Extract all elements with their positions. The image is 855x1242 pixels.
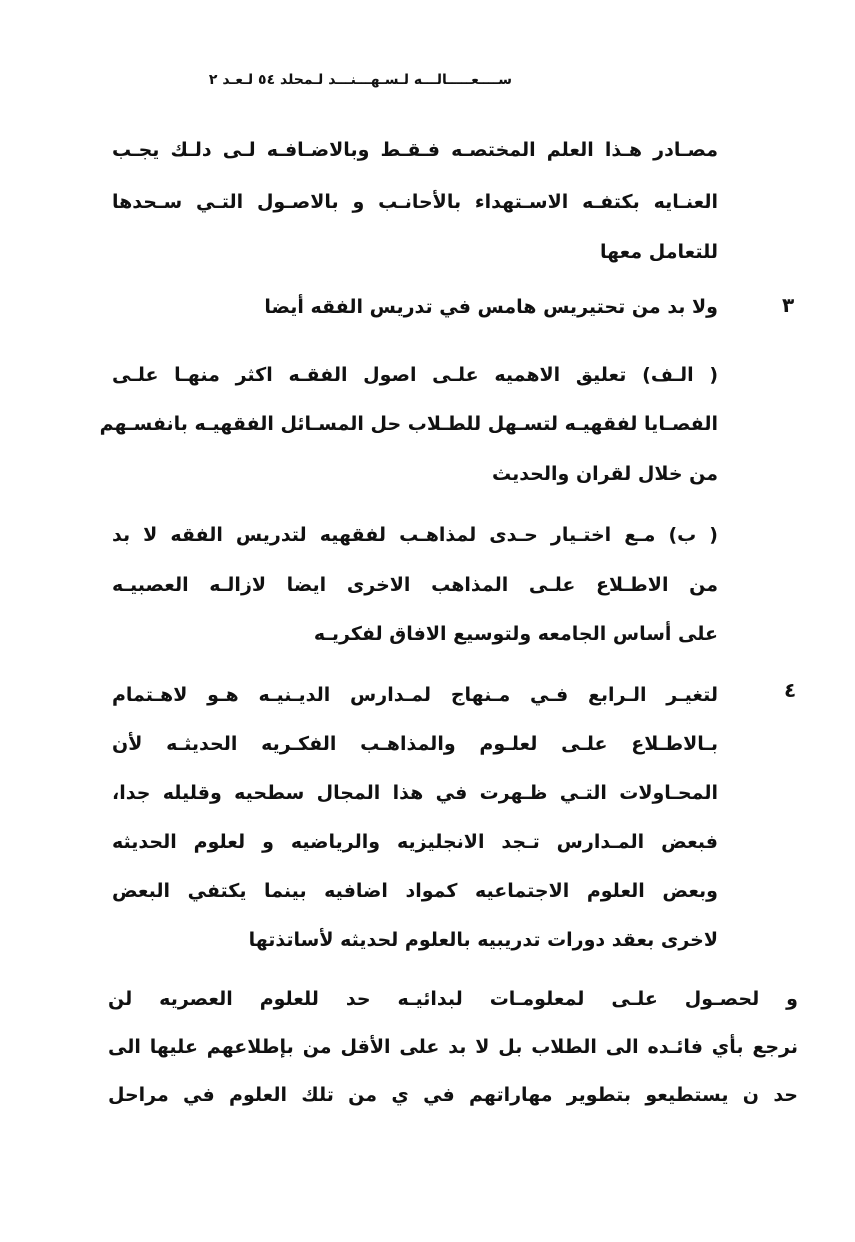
sub-item-ba: [112, 520, 718, 649]
text-line: مصـادر هـذا العلم المختصـه فـقـط وبالاضـافـه لـى دلـك يجـب: [112, 139, 718, 161]
text-line: ( ب) مـع اختـيار حـدى لمذاهـب لفقهيه لتدريس الفقه لا بد: [112, 524, 718, 546]
text-line: نرجع بأي فائـده الى الطلاب بل لا بد على الأقل من بإطلاعهم عليها الى: [108, 1036, 798, 1058]
text-line: الفصـايا لفقهيـه لتسـهل للطـلاب حل المسـائل الفقهيـه بانفسـهم: [99, 413, 718, 435]
text-line: وبعض العلوم الاجتماعيه كمواد اضافيه بينما يكتفي البعض: [112, 880, 718, 902]
text-line: من الاطـلاع علـى المذاهب الاخرى ايضا لازالـه العصبيـه: [112, 574, 718, 596]
text-line: لاخرى بعقد دورات تدريبيه بالعلوم لحديثه لأساتذتها: [248, 929, 718, 951]
text-line: على أساس الجامعه ولتوسيع الافاق لفكريـه: [313, 623, 718, 645]
list-item-4: [112, 680, 718, 955]
text-line: المحـاولات التـي ظـهرت في هذا المجال سطحيه وقليله جدا،: [112, 782, 718, 804]
paragraph-final: [108, 984, 798, 1110]
text-line: بـالاطـلاع علـى لعلـوم والمذاهـب الفكـريه الحديثـه لأن: [112, 733, 718, 755]
list-number: ٣: [782, 293, 795, 317]
running-header: ســــعـــــالـــه لـسـهـــنـــد لـمحلد ٥٤ لـعـد ٢: [208, 72, 512, 88]
text-line: العنـايه بكتفـه الاسـتهداء بالأحانـب و بالاصـول التـي سـحدها: [112, 191, 718, 213]
list-number: ٤: [784, 678, 797, 702]
text-line: و لحصـول علـى لمعلومـات لبدائيـه حد للعلوم العصريه لن: [108, 988, 798, 1010]
text-line: للتعامل معها: [599, 241, 718, 263]
text-line: فبعض المـدارس تـجد الانجليزيه والرياضيه و لعلوم الحديثه: [112, 831, 718, 853]
text-line: من خلال لقران والحديث: [491, 463, 718, 485]
text-line: لتغيـر الـرابع فـي مـنهاج لمـدارس الديـنيـه هـو لاهـتمام: [112, 684, 718, 706]
text-line: حد ن يستطيعو بتطوير مهاراتهم في ي من تلك العلوم في مراحل: [108, 1084, 798, 1106]
sub-item-alef: [99, 360, 718, 489]
list-item-3: [230, 292, 718, 322]
text-line: ولا بد من تحتيريس هامس في تدريس الفقه أيضا: [264, 296, 718, 318]
text-line: ( الـف) تعليق الاهميه علـى اصول الفقـه اكثر منهـا علـى: [112, 364, 718, 386]
paragraph-intro: [112, 135, 718, 267]
